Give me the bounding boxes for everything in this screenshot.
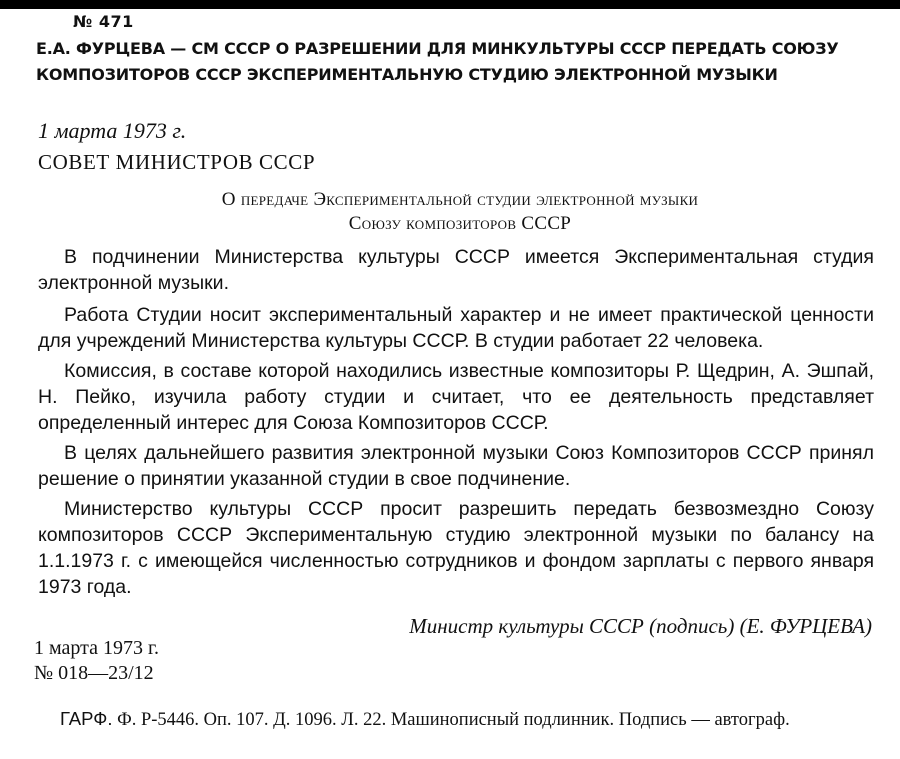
document-date: 1 марта 1973 г. bbox=[38, 118, 187, 143]
signature-line: Министр культуры СССР (подпись) (Е. ФУРЦЕВА) bbox=[409, 614, 872, 638]
archive-details: Ф. Р-5446. Оп. 107. Д. 1096. Л. 22. Машинописный подлинник. Подпись — автограф. bbox=[117, 710, 790, 730]
document-number: № 471 bbox=[73, 12, 134, 31]
document-heading: Е.А. ФУРЦЕВА — СМ СССР О РАЗРЕШЕНИИ ДЛЯ МИНКУЛЬТУРЫ СССР ПЕРЕДАТЬ СОЮЗУ КОМПОЗИТОРОВ СССР ЭКСПЕРИМЕНТАЛЬНУЮ СТУДИЮ ЭЛЕКТРОННОЙ МУЗЫКИ bbox=[36, 39, 839, 84]
archive-label: ГАРФ. bbox=[60, 708, 113, 729]
addressee: СОВЕТ МИНИСТРОВ СССР bbox=[38, 150, 316, 174]
subject-title bbox=[60, 188, 860, 236]
registration-date: 1 марта 1973 г. bbox=[34, 637, 159, 659]
archive-reference bbox=[34, 708, 864, 731]
registration-block bbox=[34, 636, 159, 686]
paragraph: В целях дальнейшего развития электронной музыки Союз Композиторов СССР принял решение о принятии указанной студии в свое подчинение. bbox=[38, 442, 874, 490]
subject-line-1: О передаче Экспериментальной студии электронной музыки bbox=[221, 189, 699, 210]
document-body bbox=[38, 244, 874, 600]
paragraph: Работа Студии носит экспериментальный характер и не имеет практической ценности для учреждений Министерства культуры СССР. В студии работает 22 человека. bbox=[38, 304, 874, 352]
paragraph: Министерство культуры СССР просит разрешить передать безвозмездно Союзу композиторов СССР Экспериментальную студию электронной музыки по балансу на 1.1.1973 г. с имеющейся численностью сотрудников и фондом зарплаты с первого января 1973 года. bbox=[38, 498, 874, 598]
paragraph: Комиссия, в составе которой находились известные композиторы Р. Щедрин, А. Эшпай, Н. Пейко, изучила работу студии и считает, что ее деятельность представляет определенный интерес для Союза Композиторов СССР. bbox=[38, 360, 874, 434]
paragraph: В подчинении Министерства культуры СССР имеется Экспериментальная студия электронной музыки. bbox=[38, 246, 874, 294]
subject-line-2: Союзу композиторов СССР bbox=[348, 213, 572, 234]
registration-number: № 018—23/12 bbox=[34, 662, 154, 684]
